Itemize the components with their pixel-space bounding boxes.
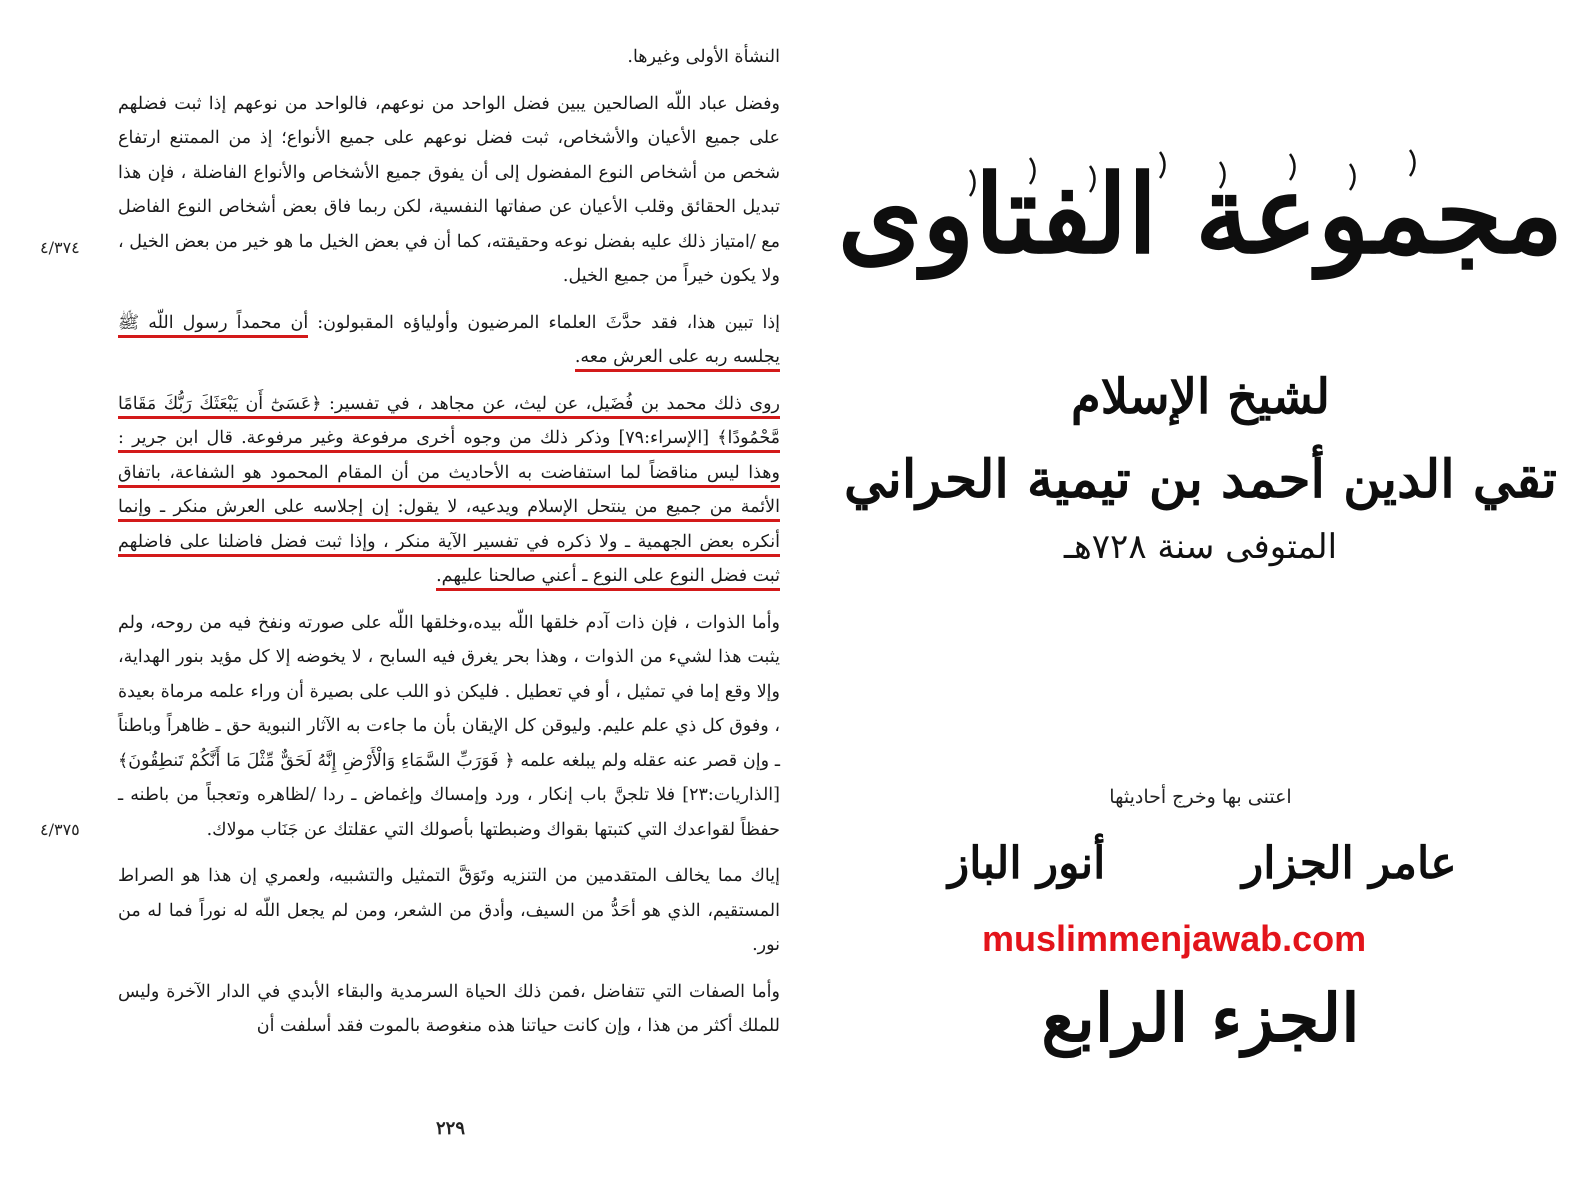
margin-reference: ٤/٣٧٤ bbox=[40, 238, 80, 257]
margin-reference: ٤/٣٧٥ bbox=[40, 820, 80, 839]
underlined-passage: روى ذلك محمد بن فُضَيل، عن ليث، عن مجاهد ، في تفسير: ﴿عَسَىٰٓ أَن يَبْعَثَكَ رَبُّكَ مَقَامًا مَّحْمُودًا﴾ [الإسراء:٧٩] وذكر ذلك من وجوه أخرى مرفوعة وغير مرفوعة. قال ابن جرير : وهذا ليس مناقضاً لما استفاضت به الأحاديث من أن المقام المحمود هو الشفاعة، باتفاق الأئمة من جميع من ينتحل الإسلام ويدعيه، لا يقول: إن إجلاسه على العرش منكر ـ وإنما أنكره بعض الجهمية ـ ولا ذكره في تفسير الآية منكر ، وإذا ثبت فضل فاضلنا على فاضلهم ثبت فضل النوع على النوع ـ أعني صالحنا عليهم. bbox=[118, 394, 780, 592]
paragraph-text: وأما الصفات التي تتفاضل ،فمن ذلك الحياة السرمدية والبقاء الأبدي في الدار الآخرة وليس للملك أكثر من هذا ، وإن كانت حياتنا هذه منغوصة بالموت فقد أسلفت أن bbox=[118, 981, 780, 1036]
paragraph-text: إذا تبين هذا، فقد حدَّثَ العلماء المرضيون وأولياؤه المقبولون: bbox=[308, 312, 780, 333]
paragraph-text: وأما الذوات ، فإن ذات آدم خلقها اللّه بيده،وخلقها اللّه على صورته ونفخ فيه من روحه، ولم يثبت هذا لشيء من الذوات ، وهذا بحر يغرق فيه السابح ، لا يخوضه إلا كل مؤيد بنور الهداية، وإلا وقع إما في تمثيل ، أو في تعطيل . فليكن ذو اللب على بصيرة أن وراء علمه مرماة بعيدة ، وفوق كل ذي علم عليم. وليوقن كل الإيقان بأن ما جاءت به الآثار النبوية حق ـ ظاهراً وباطناً ـ وإن قصر عنه عقله ولم يبلغه علمه ﴿ فَوَرَبِّ السَّمَاءِ وَالْأَرْضِ إِنَّهُ لَحَقٌّ مِّثْلَ مَا أَنَّكُمْ تَنطِقُونَ﴾[الذاريات:٢٣] فلا تلجنَّ باب إنكار ، ورد وإمساك وإغماض ـ ردا /لظاهره وتعجباً من باطنه ـ حفظاً لقواعدك التي كتبتها بقواك وضبطتها بأصولك التي عقلتك عن جَنَاب مولاك. bbox=[118, 612, 780, 840]
paragraph bbox=[118, 606, 780, 848]
paragraph bbox=[118, 40, 780, 75]
author-name: تقي الدين أحمد بن تيمية الحراني bbox=[844, 449, 1557, 510]
underlined-passage: أن محمداً رسول اللّه ﷺ يجلسه ربه على العرش معه. bbox=[118, 313, 780, 373]
editor-name: أنور الباز bbox=[948, 838, 1106, 889]
right-page-cover bbox=[830, 0, 1571, 1181]
volume-label: الجزء الرابع bbox=[1041, 979, 1360, 1057]
body-text bbox=[118, 40, 780, 1056]
paragraph-text: النشأة الأولى وغيرها. bbox=[627, 47, 780, 67]
book-title: مجموعة الفتاوى bbox=[837, 152, 1564, 278]
book-subtitle: لشيخ الإسلام bbox=[1071, 369, 1330, 425]
paragraph bbox=[118, 387, 780, 594]
paragraph bbox=[118, 975, 780, 1044]
paragraph bbox=[118, 859, 780, 963]
paragraph bbox=[118, 306, 780, 375]
editor-note: اعتنى بها وخرج أحاديثها bbox=[1109, 786, 1292, 808]
watermark-text: muslimmenjawab.com bbox=[982, 918, 1367, 959]
paragraph bbox=[118, 87, 780, 294]
paragraph-text: وفضل عباد اللّه الصالحين يبين فضل الواحد من نوعهم، فالواحد من نوعهم إذا ثبت فضلهم على جميع الأعيان والأشخاص، ثبت فضل نوعهم على جميع الأنواع؛ إذ من الممتنع ارتفاع شخص من أشخاص النوع المفضول إلى أن يفوق جميع الأشخاص والأنواع الفاضلة ، فإن هذا تبديل الحقائق وقلب الأعيان عن صفاتها النفسية، لكن ربما فاق بعض أشخاص النوع الفاضل مع /امتياز ذلك عليه بفضل نوعه وحقيقته، كما أن في بعض الخيل ما هو خير من بعض الخيل ، ولا يكون خيراً من جميع الخيل. bbox=[118, 93, 780, 286]
paragraph-text: إياك مما يخالف المتقدمين من التنزيه وتَوَقَّ التمثيل والتشبيه، ولعمري إن هذا هو الصراط المستقيم، الذي هو أحَدُّ من السيف، وأدق من الشعر، ومن لم يجعل اللّه له نوراً فما له من نور. bbox=[118, 866, 780, 955]
page-number: ٢٢٩ bbox=[436, 1118, 466, 1139]
editor-name: عامر الجزار bbox=[1242, 838, 1457, 889]
death-year: المتوفى سنة ٧٢٨هـ bbox=[1063, 527, 1338, 567]
